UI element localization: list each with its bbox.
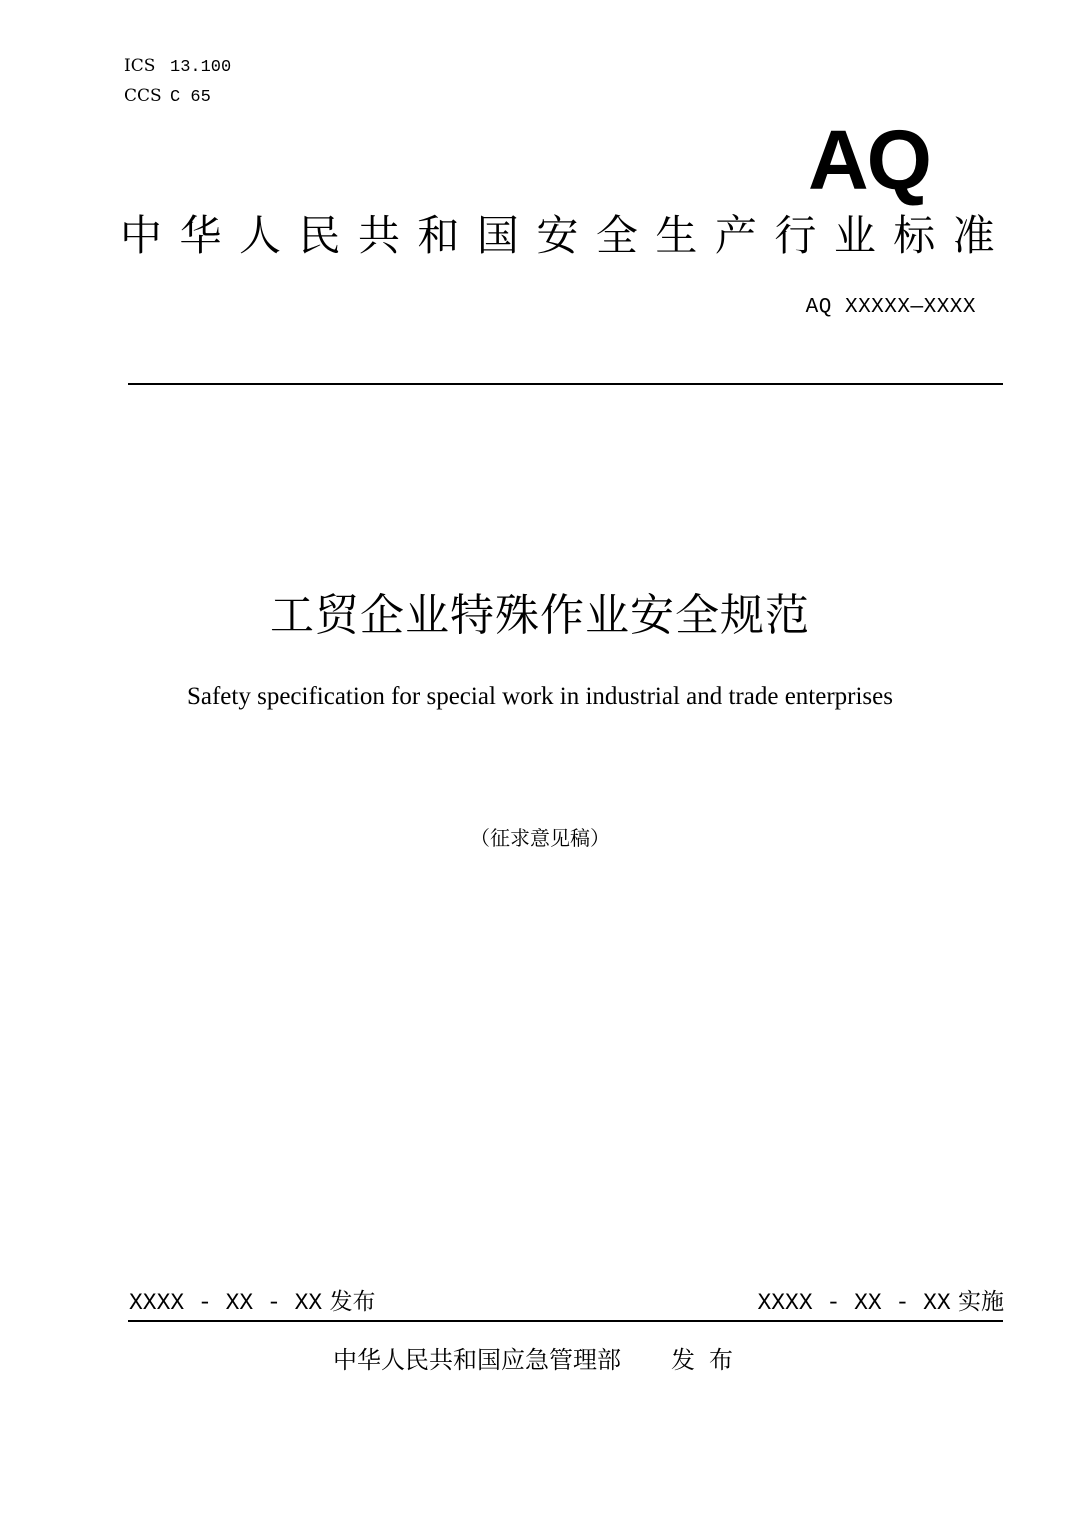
ics-value: 13.100 <box>170 58 232 77</box>
ccs-value: C 65 <box>170 88 211 107</box>
document-title: 工贸企业特殊作业安全规范 <box>270 590 810 641</box>
standard-title-char: 共 <box>357 211 400 260</box>
standard-title-char: 华 <box>179 211 222 260</box>
standard-title-char: 行 <box>774 211 817 260</box>
header-divider <box>128 383 1003 385</box>
standard-title-char: 生 <box>655 211 698 260</box>
standard-title-char: 产 <box>714 211 757 260</box>
effective-date <box>757 1286 1004 1319</box>
standard-title-char: 业 <box>833 211 876 260</box>
publisher-name: 中华人民共和国应急管理部 <box>333 1346 621 1374</box>
standard-number: AQ XXXXX—XXXX <box>805 296 976 319</box>
draft-status-label: （征求意见稿） <box>470 826 610 850</box>
aq-logo: AQ <box>808 113 930 207</box>
ics-label: ICS <box>124 56 156 76</box>
standard-category-title <box>120 208 995 264</box>
standard-title-char: 全 <box>595 211 638 260</box>
standard-title-char: 国 <box>476 211 519 260</box>
standard-title-char: 标 <box>893 211 936 260</box>
release-date <box>129 1286 376 1319</box>
standard-title-char: 准 <box>952 211 995 260</box>
classification-codes <box>124 52 231 112</box>
standard-title-char: 中 <box>120 211 163 260</box>
ccs-label: CCS <box>124 86 162 106</box>
ics-row <box>124 52 231 82</box>
effective-date-value: XXXX - XX - XX <box>757 1290 951 1316</box>
effective-date-suffix: 实施 <box>958 1289 1004 1315</box>
publisher-line <box>0 1342 1080 1378</box>
ccs-row <box>124 82 231 112</box>
release-date-suffix: 发布 <box>329 1289 376 1315</box>
footer-divider <box>128 1320 1003 1322</box>
document-title-english: Safety specification for special work in industrial and trade enterprises <box>186 683 893 710</box>
publisher-action: 发布 <box>671 1346 747 1374</box>
standard-title-char: 民 <box>298 211 341 260</box>
standard-title-char: 安 <box>536 211 579 260</box>
standard-title-char: 和 <box>417 211 460 260</box>
release-date-value: XXXX - XX - XX <box>129 1290 323 1316</box>
standard-title-char: 人 <box>238 211 281 260</box>
